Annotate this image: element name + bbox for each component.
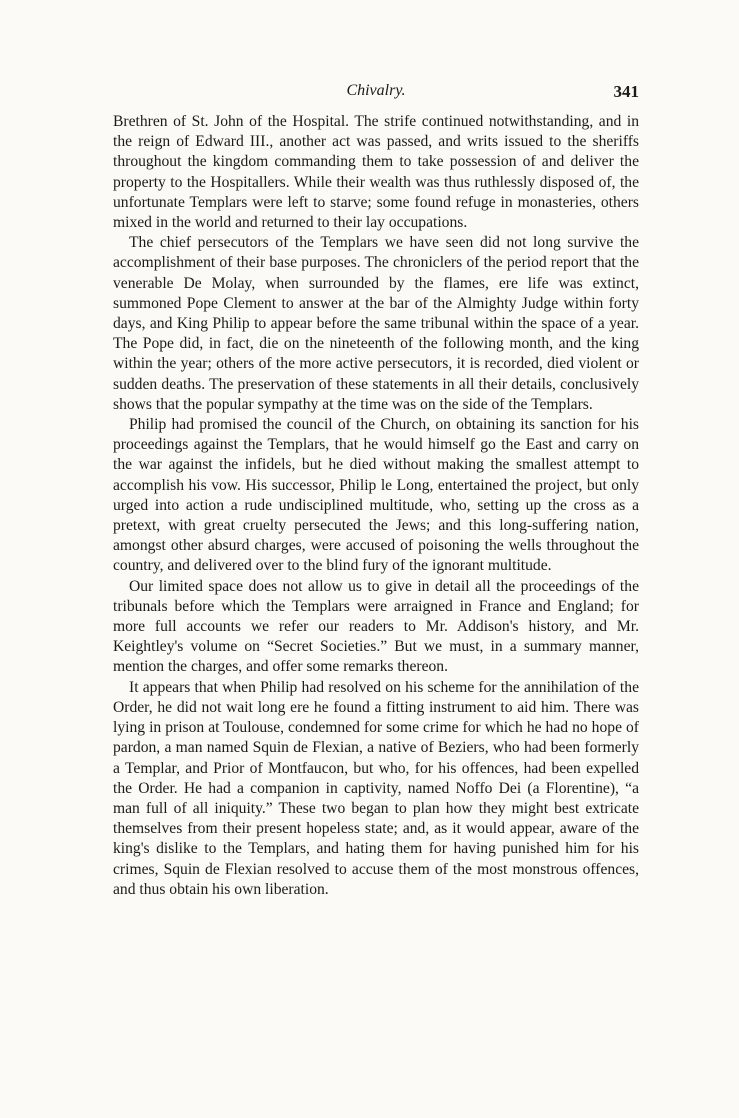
body-text [113, 112, 639, 900]
paragraph-3: Philip had promised the council of the Church, on obtaining its sanction for his proceedings against the Templars, that he would himself go the East and carry on the war against the infidels, but he died without making the smallest attempt to accomplish his vow. His successor, Philip le Long, entertained the project, but only urged into action a rude undisciplined multitude, who, setting up the cross as a pretext, with great cruelty persecuted the Jews; and this long-suffering nation, amongst other absurd charges, were accused of poisoning the wells throughout the country, and delivered over to the blind fury of the ignorant multitude. [113, 416, 639, 575]
paragraph-5: It appears that when Philip had resolved on his scheme for the annihilation of the Order, he did not wait long ere he found a fitting instrument to aid him. There was lying in prison at Toulouse, condemned for some crime for which he had no hope of pardon, a man named Squin de Flexian, a native of Beziers, who had been formerly a Templar, and Prior of Montfaucon, but who, for his offences, had been expelled the Order. He had a companion in captivity, named Noffo Dei (a Florentine), “a man full of all iniquity.” These two began to plan how they might best extricate themselves from their present hopeless state; and, as it would appear, aware of the king's dislike to the Templars, and hating them for having punished him for his crimes, Squin de Flexian resolved to accuse them of the most monstrous offences, and thus obtain his own liberation. [113, 678, 639, 898]
paragraph-1: Brethren of St. John of the Hospital. The strife continued notwithstanding, and in the reign of Edward III., another act was passed, and writs issued to the sheriffs throughout the kingdom commanding them to take possession of and deliver the property to the Hospitallers. While their wealth was thus ruthlessly disposed of, the unfortunate Templars were left to starve; some found refuge in monasteries, others mixed in the world and returned to their lay occupations. [113, 113, 639, 232]
paragraph-4: Our limited space does not allow us to give in detail all the proceedings of the tribunals before which the Templars were arraigned in France and England; for more full accounts we refer our readers to Mr. Addison's history, and Mr. Keightley's volume on “Secret Societies.” But we must, in a summary manner, mention the charges, and offer some remarks thereon. [113, 577, 639, 676]
page-header [113, 82, 639, 112]
running-title: Chivalry. [346, 82, 406, 99]
page-number: 341 [613, 82, 639, 101]
paragraph-2: The chief persecutors of the Templars we have seen did not long survive the accomplishment of their base purposes. The chroniclers of the period report that the venerable De Molay, when surrounded by the flames, ere life was extinct, summoned Pope Clement to answer at the bar of the Almighty Judge within forty days, and King Philip to appear before the same tribunal within the space of a year. The Pope did, in fact, die on the nineteenth of the following month, and the king within the year; others of the more active persecutors, it is recorded, died violent or sudden deaths. The preservation of these statements in all their details, conclusively shows that the popular sympathy at the time was on the side of the Templars. [113, 234, 639, 413]
